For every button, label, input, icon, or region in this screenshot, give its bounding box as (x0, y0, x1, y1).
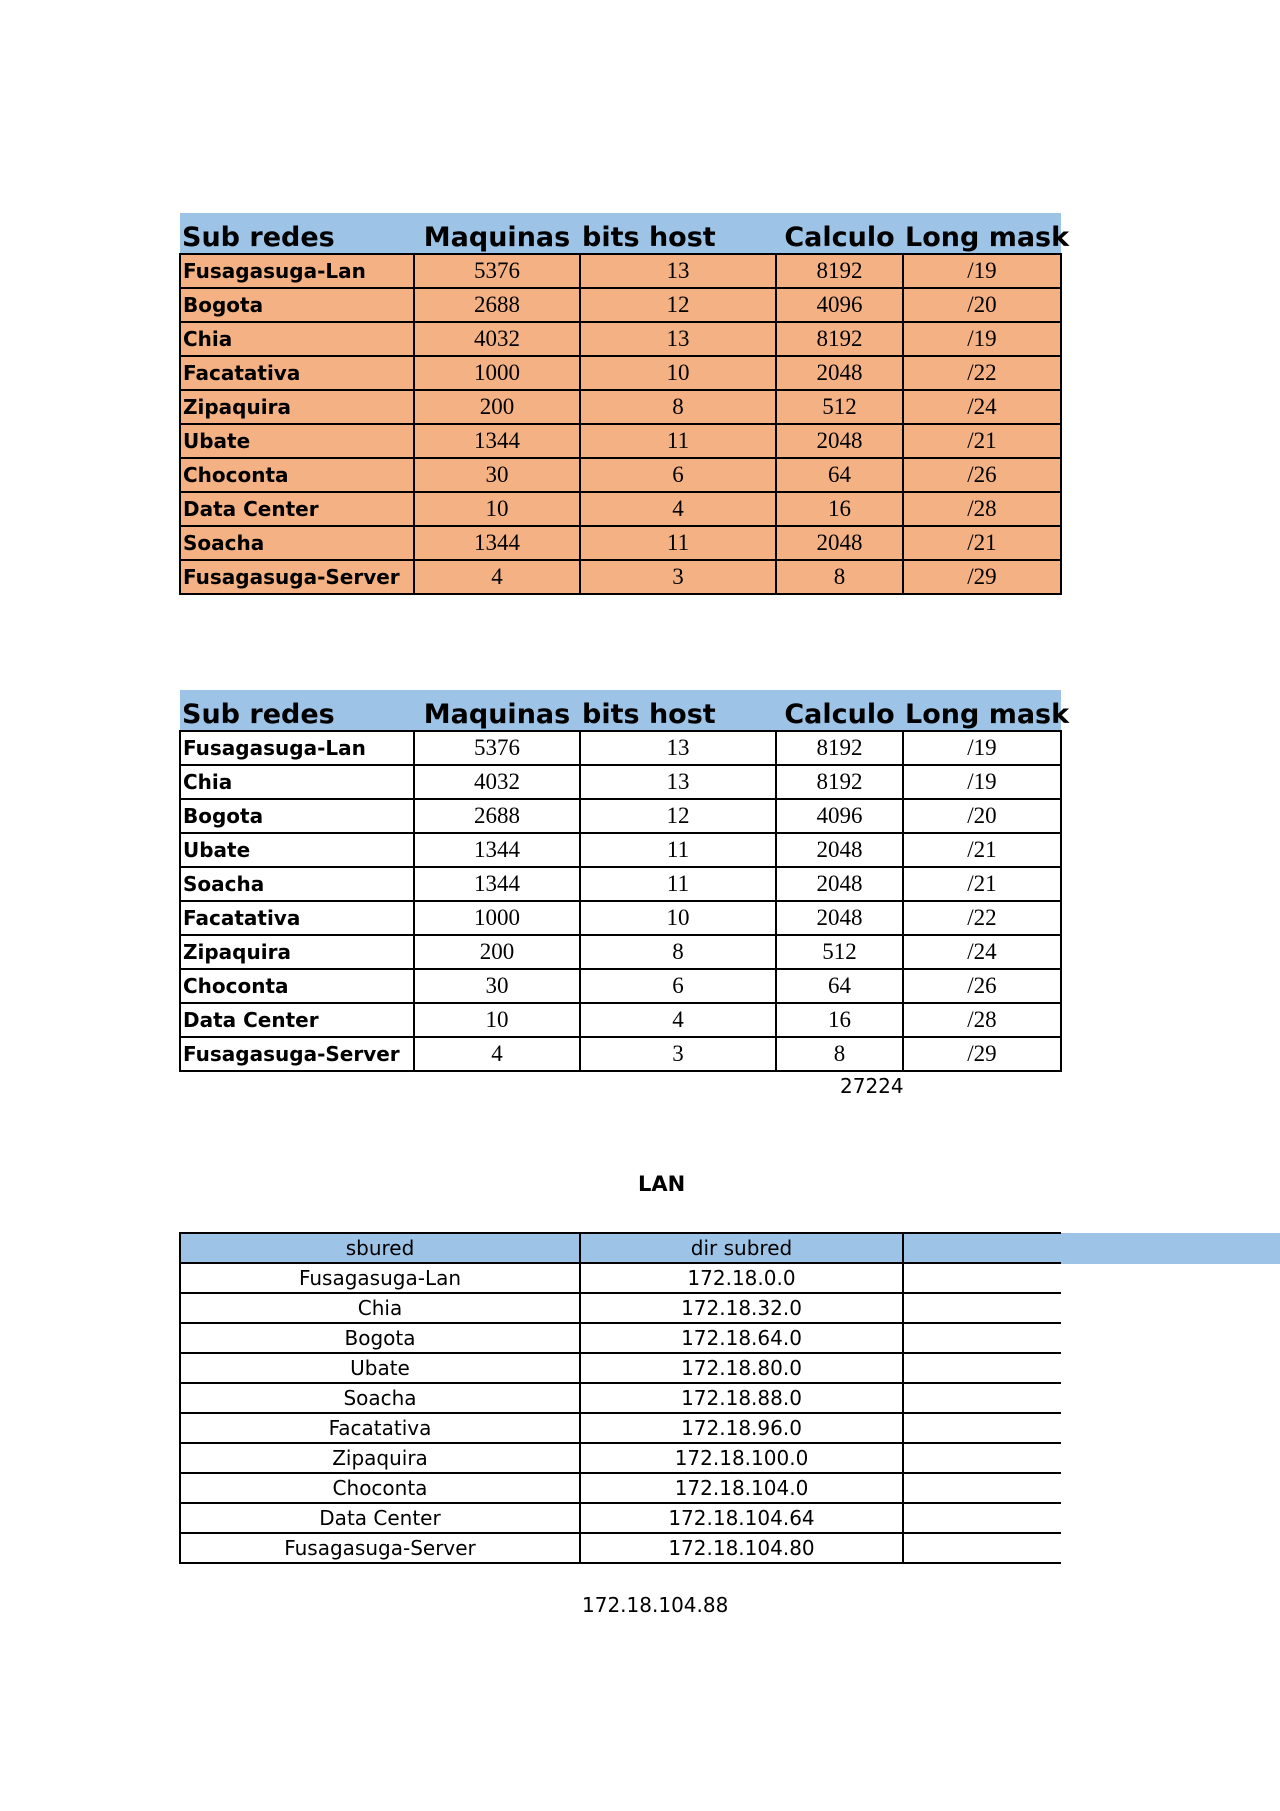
lan-table (179, 1232, 1061, 1564)
machines-cell: 2688 (414, 288, 580, 322)
machines-cell: 5376 (414, 254, 580, 288)
lan-address: 172.18.96.0 (580, 1413, 903, 1443)
host-bits-cell: 3 (580, 1037, 776, 1071)
mask-cell: /21 (903, 424, 1061, 458)
calc-cell: 2048 (776, 526, 903, 560)
host-bits-cell: 6 (580, 969, 776, 1003)
lan-empty-cell (903, 1323, 1061, 1353)
calc-cell: 512 (776, 390, 903, 424)
machines-cell: 30 (414, 458, 580, 492)
table-row (180, 833, 1061, 867)
calc-cell: 2048 (776, 867, 903, 901)
lan-address: 172.18.100.0 (580, 1443, 903, 1473)
header-row (180, 213, 1061, 254)
machines-cell: 4 (414, 560, 580, 594)
lan-subnet: Chia (180, 1293, 580, 1323)
machines-cell: 1344 (414, 833, 580, 867)
subnet-name: Data Center (180, 1003, 414, 1037)
mask-cell: /22 (903, 356, 1061, 390)
lan-title: LAN (638, 1172, 686, 1196)
machines-cell: 30 (414, 969, 580, 1003)
calc-cell: 16 (776, 1003, 903, 1037)
calc-cell: 2048 (776, 356, 903, 390)
lan-address: 172.18.32.0 (580, 1293, 903, 1323)
table-row (180, 560, 1061, 594)
lan-subnet: Fusagasuga-Lan (180, 1263, 580, 1293)
mask-cell: /19 (903, 322, 1061, 356)
table-row (180, 765, 1061, 799)
table-row (180, 1323, 1061, 1353)
subnet-name: Soacha (180, 867, 414, 901)
header-subnet: sbured (180, 1233, 580, 1263)
lan-subnet: Fusagasuga-Server (180, 1533, 580, 1563)
machines-cell: 1344 (414, 526, 580, 560)
host-bits-cell: 13 (580, 254, 776, 288)
lan-empty-cell (903, 1353, 1061, 1383)
header-mask: Long mask (903, 690, 1061, 731)
host-bits-cell: 11 (580, 833, 776, 867)
mask-cell: /19 (903, 731, 1061, 765)
host-bits-cell: 4 (580, 492, 776, 526)
lan-empty-cell (903, 1473, 1061, 1503)
calc-cell: 4096 (776, 799, 903, 833)
calc-cell: 4096 (776, 288, 903, 322)
mask-cell: /19 (903, 254, 1061, 288)
header-machines: Maquinas (414, 213, 580, 254)
table-row (180, 1003, 1061, 1037)
machines-cell: 1344 (414, 867, 580, 901)
header-address: dir subred (580, 1233, 903, 1263)
mask-cell: /29 (903, 560, 1061, 594)
lan-address: 172.18.104.80 (580, 1533, 903, 1563)
mask-cell: /19 (903, 765, 1061, 799)
header-host-bits: bits host (580, 690, 776, 731)
header-subnet: Sub redes (180, 213, 414, 254)
calc-cell: 2048 (776, 833, 903, 867)
table-row (180, 322, 1061, 356)
subnet-name: Soacha (180, 526, 414, 560)
calc-cell: 8 (776, 560, 903, 594)
table-row (180, 1353, 1061, 1383)
subnet-name: Data Center (180, 492, 414, 526)
machines-cell: 200 (414, 390, 580, 424)
mask-cell: /21 (903, 867, 1061, 901)
header-host-bits: bits host (580, 213, 776, 254)
calc-total: 27224 (840, 1074, 904, 1098)
machines-cell: 1000 (414, 356, 580, 390)
header-row (180, 690, 1061, 731)
lan-empty-cell (903, 1383, 1061, 1413)
subnet-name: Zipaquira (180, 390, 414, 424)
host-bits-cell: 11 (580, 424, 776, 458)
calc-cell: 2048 (776, 901, 903, 935)
mask-cell: /26 (903, 458, 1061, 492)
lan-empty-cell (903, 1293, 1061, 1323)
lan-header-extension (1059, 1233, 1280, 1264)
host-bits-cell: 10 (580, 901, 776, 935)
table-row (180, 1263, 1061, 1293)
subnet-name: Choconta (180, 458, 414, 492)
lan-subnet: Ubate (180, 1353, 580, 1383)
calc-cell: 2048 (776, 424, 903, 458)
table-row (180, 254, 1061, 288)
host-bits-cell: 12 (580, 288, 776, 322)
calc-cell: 8192 (776, 765, 903, 799)
header-calc: Calculo (776, 213, 903, 254)
table-row (180, 1293, 1061, 1323)
lan-address: 172.18.104.64 (580, 1503, 903, 1533)
subnet-name: Chia (180, 765, 414, 799)
calc-cell: 64 (776, 969, 903, 1003)
header-mask: Long mask (903, 213, 1061, 254)
machines-cell: 4032 (414, 765, 580, 799)
table-row (180, 1443, 1061, 1473)
lan-subnet: Choconta (180, 1473, 580, 1503)
calc-cell: 8192 (776, 731, 903, 765)
lan-empty-cell (903, 1533, 1061, 1563)
subnet-name: Chia (180, 322, 414, 356)
mask-cell: /21 (903, 526, 1061, 560)
table-row (180, 390, 1061, 424)
machines-cell: 4 (414, 1037, 580, 1071)
table-row (180, 969, 1061, 1003)
calc-cell: 512 (776, 935, 903, 969)
lan-empty-cell (903, 1413, 1061, 1443)
host-bits-cell: 11 (580, 526, 776, 560)
mask-cell: /20 (903, 799, 1061, 833)
table-row (180, 1037, 1061, 1071)
table-row (180, 799, 1061, 833)
subnet-name: Fusagasuga-Lan (180, 254, 414, 288)
table-row (180, 867, 1061, 901)
machines-cell: 200 (414, 935, 580, 969)
subnet-name: Zipaquira (180, 935, 414, 969)
host-bits-cell: 11 (580, 867, 776, 901)
table-row (180, 1503, 1061, 1533)
subnet-name: Choconta (180, 969, 414, 1003)
header-empty (903, 1233, 1061, 1263)
host-bits-cell: 8 (580, 390, 776, 424)
subnet-name: Facatativa (180, 356, 414, 390)
host-bits-cell: 4 (580, 1003, 776, 1037)
lan-address: 172.18.80.0 (580, 1353, 903, 1383)
mask-cell: /29 (903, 1037, 1061, 1071)
machines-cell: 1000 (414, 901, 580, 935)
header-calc: Calculo (776, 690, 903, 731)
table-row (180, 356, 1061, 390)
table-row (180, 526, 1061, 560)
table-row (180, 1413, 1061, 1443)
lan-subnet: Bogota (180, 1323, 580, 1353)
subnet-table-unsorted (179, 213, 1070, 595)
table-row (180, 935, 1061, 969)
machines-cell: 1344 (414, 424, 580, 458)
lan-subnet: Data Center (180, 1503, 580, 1533)
table-row (180, 424, 1061, 458)
table-row (180, 1473, 1061, 1503)
machines-cell: 10 (414, 1003, 580, 1037)
mask-cell: /26 (903, 969, 1061, 1003)
host-bits-cell: 8 (580, 935, 776, 969)
lan-address: 172.18.0.0 (580, 1263, 903, 1293)
lan-subnet: Soacha (180, 1383, 580, 1413)
mask-cell: /20 (903, 288, 1061, 322)
subnet-name: Bogota (180, 288, 414, 322)
lan-subnet: Facatativa (180, 1413, 580, 1443)
mask-cell: /24 (903, 390, 1061, 424)
mask-cell: /28 (903, 1003, 1061, 1037)
machines-cell: 4032 (414, 322, 580, 356)
mask-cell: /21 (903, 833, 1061, 867)
host-bits-cell: 6 (580, 458, 776, 492)
table-row (180, 1383, 1061, 1413)
subnet-name: Fusagasuga-Server (180, 1037, 414, 1071)
subnet-name: Fusagasuga-Lan (180, 731, 414, 765)
lan-subnet: Zipaquira (180, 1443, 580, 1473)
lan-address: 172.18.104.0 (580, 1473, 903, 1503)
machines-cell: 2688 (414, 799, 580, 833)
table-row (180, 1533, 1061, 1563)
header-machines: Maquinas (414, 690, 580, 731)
lan-address: 172.18.64.0 (580, 1323, 903, 1353)
lan-empty-cell (903, 1443, 1061, 1473)
calc-cell: 8192 (776, 254, 903, 288)
table-row (180, 458, 1061, 492)
machines-cell: 5376 (414, 731, 580, 765)
subnet-name: Ubate (180, 424, 414, 458)
lan-address: 172.18.88.0 (580, 1383, 903, 1413)
calc-cell: 8 (776, 1037, 903, 1071)
next-address: 172.18.104.88 (582, 1593, 729, 1617)
subnet-name: Fusagasuga-Server (180, 560, 414, 594)
subnet-table-sorted (179, 690, 1070, 1072)
subnet-name: Facatativa (180, 901, 414, 935)
subnet-name: Bogota (180, 799, 414, 833)
host-bits-cell: 13 (580, 765, 776, 799)
host-bits-cell: 13 (580, 322, 776, 356)
host-bits-cell: 12 (580, 799, 776, 833)
machines-cell: 10 (414, 492, 580, 526)
calc-cell: 8192 (776, 322, 903, 356)
mask-cell: /22 (903, 901, 1061, 935)
header-row (180, 1233, 1061, 1263)
table-row (180, 731, 1061, 765)
subnet-name: Ubate (180, 833, 414, 867)
table-row (180, 288, 1061, 322)
calc-cell: 64 (776, 458, 903, 492)
host-bits-cell: 10 (580, 356, 776, 390)
mask-cell: /24 (903, 935, 1061, 969)
header-subnet: Sub redes (180, 690, 414, 731)
lan-empty-cell (903, 1503, 1061, 1533)
table-row (180, 492, 1061, 526)
mask-cell: /28 (903, 492, 1061, 526)
calc-cell: 16 (776, 492, 903, 526)
table-row (180, 901, 1061, 935)
host-bits-cell: 3 (580, 560, 776, 594)
host-bits-cell: 13 (580, 731, 776, 765)
lan-empty-cell (903, 1263, 1061, 1293)
